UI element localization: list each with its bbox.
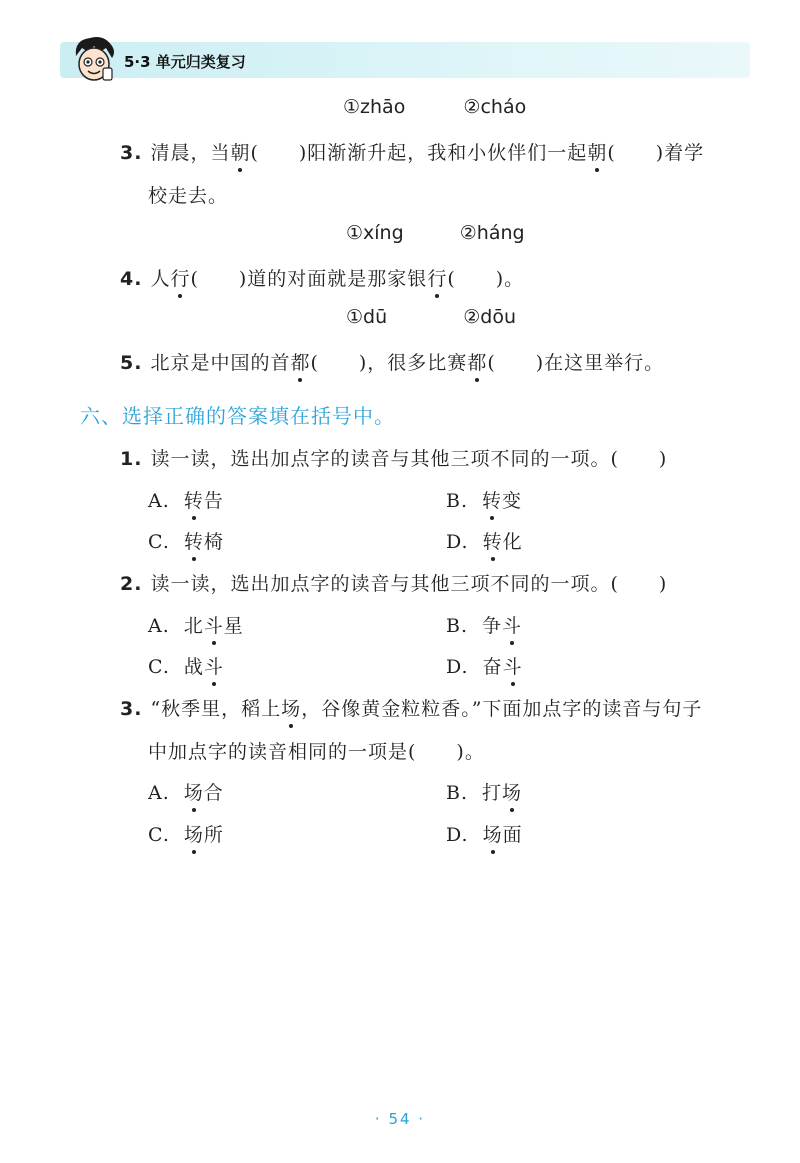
dotted-character: 斗 — [204, 652, 224, 679]
option-text: 面 — [502, 824, 523, 846]
question-text: ( )在这里举行。 — [487, 352, 665, 374]
question-text: ( )阳渐渐升起，我和小伙伴们一起 — [250, 142, 588, 164]
option-text: 椅 — [203, 531, 224, 553]
option-a — [148, 611, 244, 638]
question-text: ( )。 — [447, 268, 525, 290]
option-text: 奋 — [482, 656, 503, 678]
option-letter: C. — [148, 531, 170, 553]
question-number: 3. — [120, 698, 143, 720]
pinyin-option-a: ①dū — [346, 306, 388, 328]
question-text: ( )，很多比赛 — [310, 352, 468, 374]
question-number: 3. — [120, 142, 143, 164]
pinyin-options-1 — [343, 96, 526, 118]
question-text: 北京是中国的首 — [150, 352, 291, 374]
option-a — [148, 486, 224, 513]
question-text: 读一读，选出加点字的读音与其他三项不同的一项。( ) — [150, 573, 668, 595]
dotted-character: 斗 — [503, 652, 523, 679]
question-number: 4. — [120, 268, 143, 290]
section-6-question-3-line-2: 中加点字的读音相同的一项是( )。 — [148, 741, 485, 763]
dotted-character: 行 — [170, 264, 190, 291]
option-d — [446, 652, 523, 679]
dotted-character: 转 — [483, 527, 503, 554]
dotted-character: 场 — [502, 778, 522, 805]
dotted-character: 场 — [281, 694, 301, 721]
option-letter: C. — [148, 656, 170, 678]
section-6-question-1 — [120, 444, 667, 471]
option-b — [446, 611, 522, 638]
dotted-character: 斗 — [204, 611, 224, 638]
section-6-question-3-line-1 — [120, 694, 702, 721]
question-text: 人 — [150, 268, 171, 290]
question-5 — [120, 348, 664, 375]
option-text: 告 — [203, 490, 224, 512]
question-text: 清晨，当 — [150, 142, 231, 164]
pinyin-options-2 — [346, 222, 525, 244]
question-text: “秋季里，稻上 — [150, 698, 282, 720]
option-c — [148, 652, 224, 679]
dotted-character: 转 — [184, 486, 204, 513]
dotted-character: 行 — [427, 264, 447, 291]
header-label: 5·3 单元归类复习 — [124, 53, 246, 71]
mascot-boy-icon — [70, 34, 118, 84]
question-3-line-2: 校走去。 — [148, 185, 229, 207]
option-letter: A. — [148, 782, 170, 804]
dotted-character: 朝 — [230, 138, 250, 165]
option-letter: C. — [148, 824, 170, 846]
question-text: 读一读，选出加点字的读音与其他三项不同的一项。( ) — [150, 448, 668, 470]
option-b — [446, 778, 522, 805]
option-d — [446, 820, 523, 847]
dotted-character: 都 — [467, 348, 487, 375]
section-6-title: 六、选择正确的答案填在括号中。 — [80, 404, 395, 428]
question-number: 5. — [120, 352, 143, 374]
option-text: 争 — [482, 615, 503, 637]
option-text: 变 — [502, 490, 523, 512]
dotted-character: 场 — [483, 820, 503, 847]
option-c — [148, 820, 224, 847]
pinyin-option-b: ②dōu — [463, 306, 516, 328]
option-letter: A. — [148, 615, 170, 637]
question-number: 1. — [120, 448, 143, 470]
option-text: 化 — [502, 531, 523, 553]
dotted-character: 都 — [290, 348, 310, 375]
question-text: ( )道的对面就是那家银 — [190, 268, 428, 290]
pinyin-options-3 — [346, 306, 516, 328]
option-letter: D. — [446, 656, 469, 678]
dotted-character: 场 — [184, 820, 204, 847]
option-text: 星 — [223, 615, 244, 637]
question-4 — [120, 264, 524, 291]
dotted-character: 斗 — [502, 611, 522, 638]
option-letter: B. — [446, 490, 469, 512]
option-text: 打 — [482, 782, 503, 804]
dotted-character: 转 — [184, 527, 204, 554]
option-letter: A. — [148, 490, 170, 512]
question-3-line-1 — [120, 138, 704, 165]
option-letter: D. — [446, 531, 469, 553]
question-text: ，谷像黄金粒粒香。”下面加点字的读音与句子 — [301, 698, 703, 720]
option-letter: B. — [446, 615, 469, 637]
option-letter: D. — [446, 824, 469, 846]
option-text: 合 — [203, 782, 224, 804]
option-c — [148, 527, 224, 554]
option-text: 北 — [183, 615, 204, 637]
option-a — [148, 778, 224, 805]
option-text: 战 — [183, 656, 204, 678]
option-text: 所 — [203, 824, 224, 846]
option-b — [446, 486, 522, 513]
pinyin-option-b: ②cháo — [463, 96, 527, 118]
section-6-question-2 — [120, 569, 667, 596]
pinyin-option-a: ①zhāo — [343, 96, 406, 118]
dotted-character: 转 — [482, 486, 502, 513]
page-number: · 54 · — [374, 1110, 426, 1128]
pinyin-option-a: ①xíng — [346, 222, 404, 244]
question-text: ( )着学 — [607, 142, 705, 164]
pinyin-option-b: ②háng — [459, 222, 525, 244]
option-d — [446, 527, 523, 554]
dotted-character: 场 — [184, 778, 204, 805]
dotted-character: 朝 — [587, 138, 607, 165]
option-letter: B. — [446, 782, 469, 804]
question-number: 2. — [120, 573, 143, 595]
